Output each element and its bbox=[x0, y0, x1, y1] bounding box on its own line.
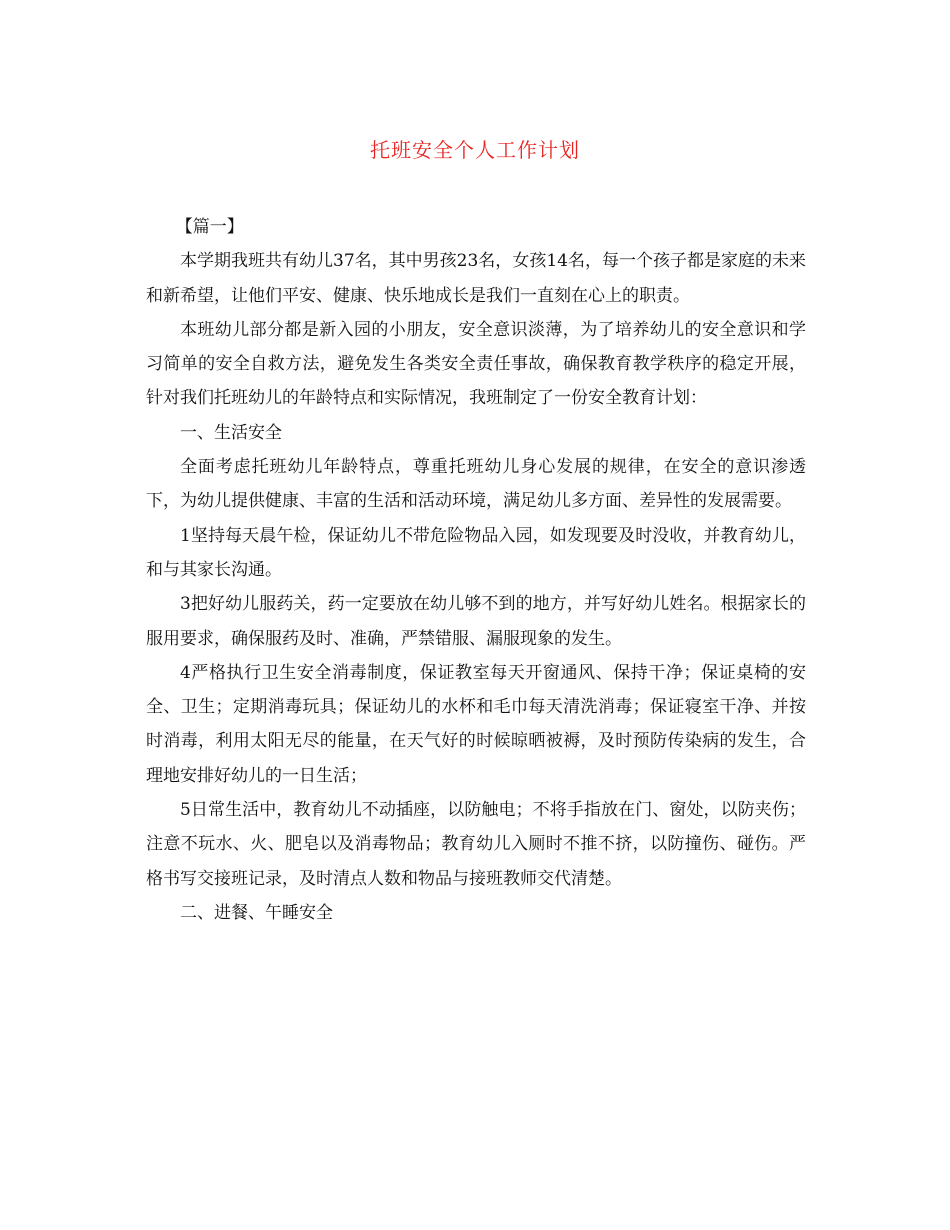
paragraph: 本班幼儿部分都是新入园的小朋友，安全意识淡薄，为了培养幼儿的安全意识和学习简单的安全自救方法，避免发生各类安全责任事故，确保教育教学秩序的稳定开展，针对我们托班幼儿的年龄特点和实际情况，我班制定了一份安全教育计划： bbox=[146, 319, 806, 409]
paragraph: 3把好幼儿服药关，药一定要放在幼儿够不到的地方，并写好幼儿姓名。根据家长的服用要求，确保服药及时、准确，严禁错服、漏服现象的发生。 bbox=[146, 594, 806, 649]
document-title: 托班安全个人工作计划 bbox=[370, 138, 580, 162]
document-body bbox=[146, 210, 806, 930]
paragraph: 4严格执行卫生安全消毒制度，保证教室每天开窗通风、保持干净；保证桌椅的安全、卫生；定期消毒玩具；保证幼儿的水杯和毛巾每天清洗消毒；保证寝室干净、并按时消毒，利用太阳无尽的能量，在天气好的时候晾晒被褥，及时预防传染病的发生，合理地安排好幼儿的一日生活； bbox=[146, 662, 806, 786]
section-heading: 一、生活安全 bbox=[180, 422, 282, 443]
paragraph: 5日常生活中，教育幼儿不动插座，以防触电；不将手指放在门、窗处，以防夹伤；注意不玩水、火、肥皂以及消毒物品；教育幼儿入厕时不推不挤，以防撞伤、碰伤。严格书写交接班记录，及时清点人数和物品与接班教师交代清楚。 bbox=[146, 800, 806, 889]
section-heading: 二、进餐、午睡安全 bbox=[180, 902, 333, 923]
paragraph: 本学期我班共有幼儿37名，其中男孩23名，女孩14名，每一个孩子都是家庭的未来和新希望，让他们平安、健康、快乐地成长是我们一直刻在心上的职责。 bbox=[146, 251, 806, 306]
paragraph: 全面考虑托班幼儿年龄特点，尊重托班幼儿身心发展的规律，在安全的意识渗透下，为幼儿提供健康、丰富的生活和活动环境，满足幼儿多方面、差异性的发展需要。 bbox=[146, 457, 806, 512]
paragraph: 1坚持每天晨午检，保证幼儿不带危险物品入园，如发现要及时没收，并教育幼儿，和与其家长沟通。 bbox=[146, 525, 806, 580]
section-label: 【篇一】 bbox=[175, 217, 244, 237]
